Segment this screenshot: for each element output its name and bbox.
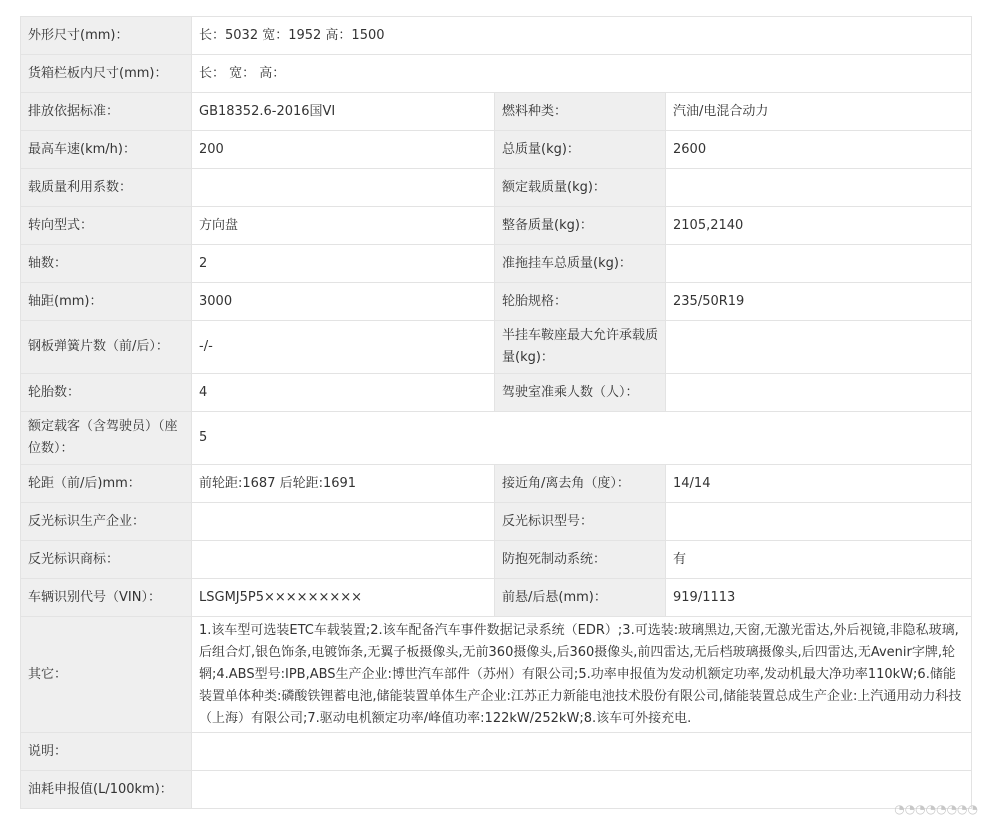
axles-value: 2 <box>192 245 495 283</box>
top-speed-label: 最高车速(km/h)： <box>21 131 192 169</box>
cargo-box-value: 长： 宽： 高： <box>192 55 972 93</box>
tires-label: 轮胎数： <box>21 374 192 412</box>
track-value: 前轮距:1687 后轮距:1691 <box>192 465 495 503</box>
dimensions-value: 长：5032 宽：1952 高：1500 <box>192 17 972 55</box>
notes-label: 说明： <box>21 733 192 771</box>
table-row <box>21 283 972 321</box>
table-row <box>21 93 972 131</box>
top-speed-value: 200 <box>192 131 495 169</box>
wheelbase-value: 3000 <box>192 283 495 321</box>
fuel-consumption-value <box>192 771 972 809</box>
table-row <box>21 17 972 55</box>
other-value: 1.该车型可选装ETC车载装置;2.该车配备汽车事件数据记录系统（EDR）;3.可选装:玻璃黑边,天窗,无激光雷达,外后视镜,非隐私玻璃,后组合灯,银色饰条,电镀饰条,无翼子板摄像头,无前360摄像头,后360摄像头,前四雷达,无后档玻璃摄像头,后四雷达,无Avenir字牌,轮辋;4.ABS型号:IPB,ABS生产企业:博世汽车部件（苏州）有限公司;5.功率申报值为发动机额定功率,发动机最大净功率110kW;6.储能装置单体种类:磷酸铁锂蓄电池,储能装置单体生产企业:江苏正力新能电池技术股份有限公司,储能装置总成生产企业:上汽通用动力科技（上海）有限公司;7.驱动电机额定功率/峰值功率:122kW/252kW;8.该车可外接充电. <box>192 617 972 733</box>
table-row <box>21 771 972 809</box>
steering-label: 转向型式： <box>21 207 192 245</box>
cargo-box-label: 货箱栏板内尺寸(mm)： <box>21 55 192 93</box>
curb-mass-label: 整备质量(kg)： <box>495 207 666 245</box>
reflector-model-value <box>666 503 972 541</box>
seats-value: 5 <box>192 412 972 465</box>
leaf-springs-label: 钢板弹簧片数（前/后）： <box>21 321 192 374</box>
reflector-brand-label: 反光标识商标： <box>21 541 192 579</box>
table-row <box>21 617 972 733</box>
rated-load-value <box>666 169 972 207</box>
reflector-mfr-value <box>192 503 495 541</box>
tires-value: 4 <box>192 374 495 412</box>
reflector-model-label: 反光标识型号： <box>495 503 666 541</box>
vin-value: LSGMJ5P5××××××××× <box>192 579 495 617</box>
overhang-label: 前悬/后悬(mm)： <box>495 579 666 617</box>
table-row <box>21 733 972 771</box>
axles-label: 轴数： <box>21 245 192 283</box>
tire-spec-value: 235/50R19 <box>666 283 972 321</box>
overhang-value: 919/1113 <box>666 579 972 617</box>
table-row <box>21 207 972 245</box>
emission-label: 排放依据标准： <box>21 93 192 131</box>
reflector-mfr-label: 反光标识生产企业： <box>21 503 192 541</box>
track-label: 轮距（前/后)mm： <box>21 465 192 503</box>
vehicle-spec-table <box>20 16 972 809</box>
emission-value: GB18352.6-2016国VI <box>192 93 495 131</box>
table-row <box>21 465 972 503</box>
load-factor-label: 载质量利用系数： <box>21 169 192 207</box>
table-row <box>21 169 972 207</box>
fuel-type-label: 燃料种类： <box>495 93 666 131</box>
rated-load-label: 额定载质量(kg)： <box>495 169 666 207</box>
fuel-type-value: 汽油/电混合动力 <box>666 93 972 131</box>
saddle-load-value <box>666 321 972 374</box>
gross-mass-label: 总质量(kg)： <box>495 131 666 169</box>
tire-spec-label: 轮胎规格： <box>495 283 666 321</box>
cab-capacity-value <box>666 374 972 412</box>
table-row <box>21 321 972 374</box>
table-row <box>21 541 972 579</box>
reflector-brand-value <box>192 541 495 579</box>
abs-label: 防抱死制动系统： <box>495 541 666 579</box>
table-row <box>21 579 972 617</box>
approach-angle-value: 14/14 <box>666 465 972 503</box>
trailer-mass-label: 准拖挂车总质量(kg)： <box>495 245 666 283</box>
table-row <box>21 503 972 541</box>
wheelbase-label: 轴距(mm)： <box>21 283 192 321</box>
cab-capacity-label: 驾驶室准乘人数（人）： <box>495 374 666 412</box>
other-label: 其它： <box>21 617 192 733</box>
saddle-load-label: 半挂车鞍座最大允许承载质量(kg)： <box>495 321 666 374</box>
abs-value: 有 <box>666 541 972 579</box>
notes-value <box>192 733 972 771</box>
leaf-springs-value: -/- <box>192 321 495 374</box>
load-factor-value <box>192 169 495 207</box>
table-row <box>21 374 972 412</box>
table-row <box>21 131 972 169</box>
table-row <box>21 245 972 283</box>
dimensions-label: 外形尺寸(mm)： <box>21 17 192 55</box>
table-row <box>21 412 972 465</box>
fuel-consumption-label: 油耗申报值(L/100km)： <box>21 771 192 809</box>
steering-value: 方向盘 <box>192 207 495 245</box>
gross-mass-value: 2600 <box>666 131 972 169</box>
seats-label: 额定载客（含驾驶员）（座位数）： <box>21 412 192 465</box>
approach-angle-label: 接近角/离去角（度）： <box>495 465 666 503</box>
table-row <box>21 55 972 93</box>
curb-mass-value: 2105,2140 <box>666 207 972 245</box>
vin-label: 车辆识别代号（VIN）： <box>21 579 192 617</box>
trailer-mass-value <box>666 245 972 283</box>
watermark-logo: ◔◔◔◔◔◔◔◔ <box>894 802 978 816</box>
